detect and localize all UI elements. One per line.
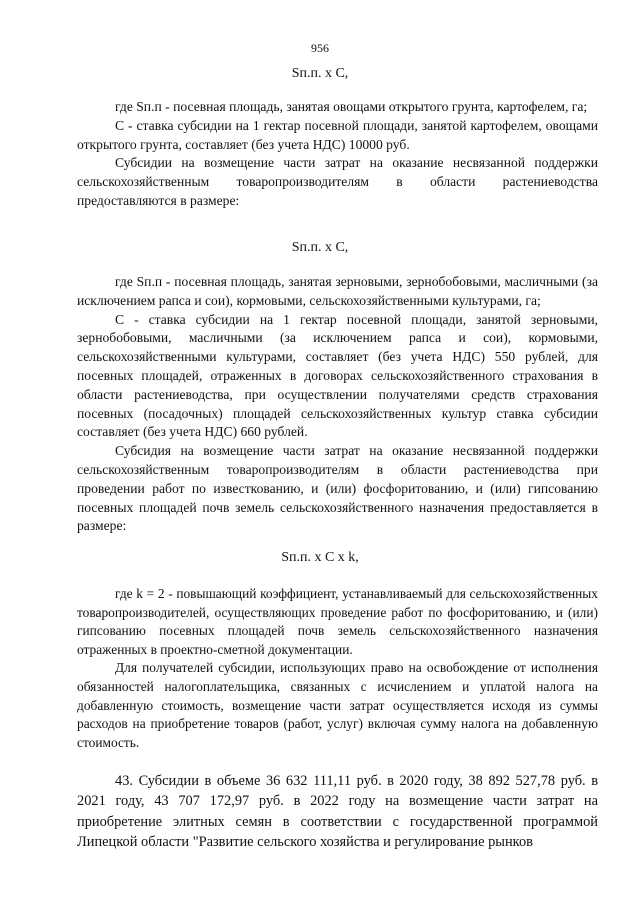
paragraph-rate-potato: С - ставка субсидии на 1 гектар посевной площади, занятой картофелем, овощами открытого грунта, составляет (без учета НДС) 10000 руб.	[77, 117, 598, 152]
formula-2: Sп.п. x C,	[291, 240, 349, 255]
paragraph-subsidy-intro: Субсидии на возмещение части затрат на оказание несвязанной поддержки сельскохозяйственным товаропроизводителям в области растениеводства предоставляются в размере:	[77, 155, 598, 208]
paragraph-definition-s-grain: где Sп.п - посевная площадь, занятая зерновыми, зернобобовыми, масличными (за исключением рапса и сои), кормовыми, сельскохозяйственными культурами, га;	[77, 274, 598, 308]
section-1	[77, 98, 598, 211]
section-4	[77, 771, 598, 853]
paragraph-liming-intro: Субсидия на возмещение части затрат на оказание несвязанной поддержки сельскохозяйственным товаропроизводителям в области растениеводства при проведении работ по известкованию, и (или) фосфоритованию, и (или) гипсованию посевных площадей почв земель сельскохозяйственного назначения предоставляется в размере:	[77, 443, 598, 534]
section-3	[77, 585, 598, 752]
paragraph-definition-s: где Sп.п - посевная площадь, занятая овощами открытого грунта, картофелем, га;	[115, 99, 588, 114]
paragraph-vat-exemption: Для получателей субсидии, использующих право на освобождение от исполнения обязанностей налогоплательщика, связанных с исчислением и уплатой налога на добавленную стоимость, возмещение части затрат осуществляется исходя из суммы расходов на приобретение товаров (работ, услуг) включая сумму налога на добавленную стоимость.	[77, 660, 598, 750]
paragraph-clause-43: 43. Субсидии в объеме 36 632 111,11 руб. в 2020 году, 38 892 527,78 руб. в 2021 году, 43 707 172,97 руб. в 2022 году на возмещение части затрат на приобретение элитных семян в соответствии с государственной программой Липецкой области "Развитие сельского хозяйства и регулирование рынков	[77, 773, 598, 851]
formula-1: Sп.п. x C,	[291, 66, 349, 81]
page-number: 956	[311, 41, 329, 55]
section-2	[77, 273, 598, 536]
paragraph-rate-grain: С - ставка субсидии на 1 гектар посевной площади, занятой зерновыми, зернобобовыми, масличными (за исключением рапса и сои), кормовыми, сельскохозяйственными культурами, составляет (без учета НДС) 550 рублей, для посевных площадей, отраженных в договорах сельскохозяйственного страхования в области растениеводства, при осуществлении получателями средств страхования посевных (посадочных) площадей сельскохозяйственных культур ставка субсидии составляет (без учета НДС) 660 рублей.	[77, 311, 598, 440]
paragraph-coefficient-k: где k = 2 - повышающий коэффициент, устанавливаемый для сельскохозяйственных товаропроизводителей, осуществляющих проведение работ по фосфоритованию, и (или) гипсованию посевных площадей почв земель сельскохозяйственного назначения отраженных в проектно-сметной документации.	[77, 586, 598, 657]
formula-3: Sп.п. x C x k,	[281, 550, 359, 565]
